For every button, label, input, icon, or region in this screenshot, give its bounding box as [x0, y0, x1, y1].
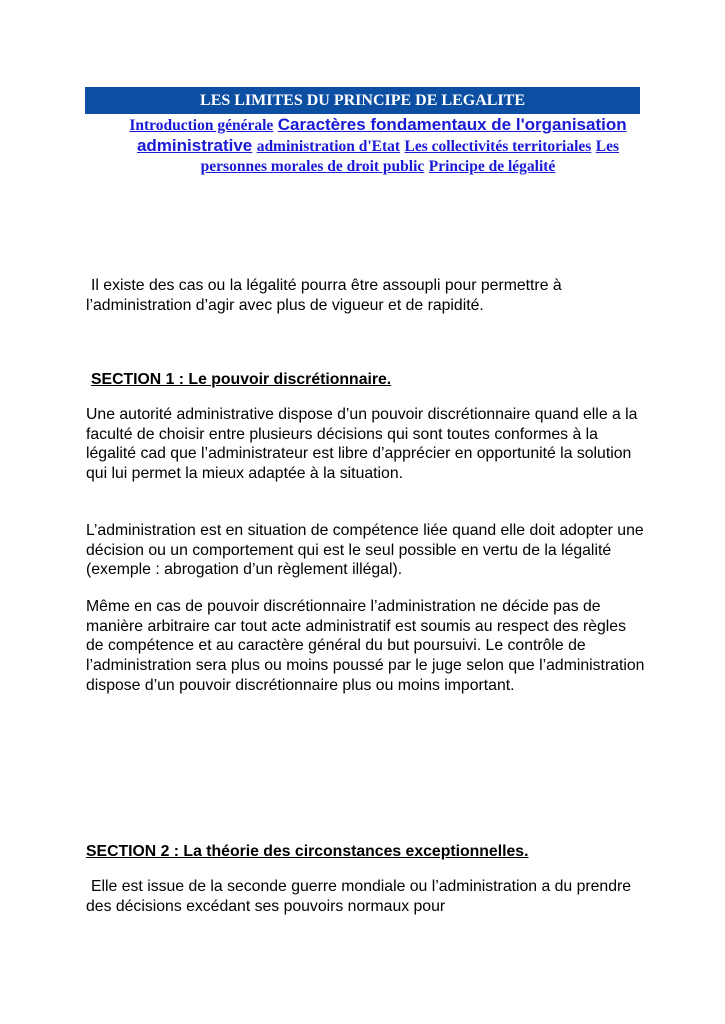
page-title: LES LIMITES DU PRINCIPE DE LEGALITE [200, 92, 525, 109]
section-1-heading: SECTION 1 : Le pouvoir discrétionnaire. [91, 371, 392, 388]
nav-link-personnes-morales[interactable]: Les personnes morales de droit public [200, 138, 620, 175]
nav-link-principe-legalite[interactable]: Principe de légalité [428, 158, 556, 175]
section-2-heading: SECTION 2 : La théorie des circonstances exceptionnelles. [86, 843, 529, 860]
section-1-paragraph-1: Une autorité administrative dispose d’un pouvoir discrétionnaire quand elle a la faculté de choisir entre plusieurs décisions qui sont toutes conformes à la légalité cad que l’administrateur est libre d’apprécier en opportunité la solution qui lui permet la mieux adaptée à la situation. [86, 406, 638, 483]
navigation-links [108, 115, 648, 177]
section-1-paragraph-3: Même en cas de pouvoir discrétionnaire l’administration ne décide pas de manière arbitraire car tout acte administratif est soumis au respect des règles de compétence et au caractère général du but poursuivi. Le contrôle de l’administration sera plus ou moins poussé par le juge selon que l’administration dispose d’un pouvoir discrétionnaire plus ou moins important. [86, 598, 645, 694]
nav-link-collectivites[interactable]: Les collectivités territoriales [404, 138, 592, 155]
intro-paragraph: Il existe des cas ou la légalité pourra être assoupli pour permettre à l’administration d’agir avec plus de vigueur et de rapidité. [86, 277, 562, 314]
nav-link-administration-etat[interactable]: administration d'Etat [256, 138, 401, 155]
nav-link-caracteres[interactable]: Caractères fondamentaux de l'organisation administrative [136, 115, 627, 155]
page-title-bar [85, 87, 640, 114]
nav-link-introduction[interactable]: Introduction générale [129, 117, 274, 134]
section-2-paragraph-1: Elle est issue de la seconde guerre mondiale ou l’administration a du prendre des décisions excédant ses pouvoirs normaux pour [86, 878, 632, 915]
section-1-paragraph-2: L’administration est en situation de compétence liée quand elle doit adopter une décision ou un comportement qui est le seul possible en vertu de la légalité (exemple : abrogation d’un règlement illégal). [86, 522, 644, 579]
